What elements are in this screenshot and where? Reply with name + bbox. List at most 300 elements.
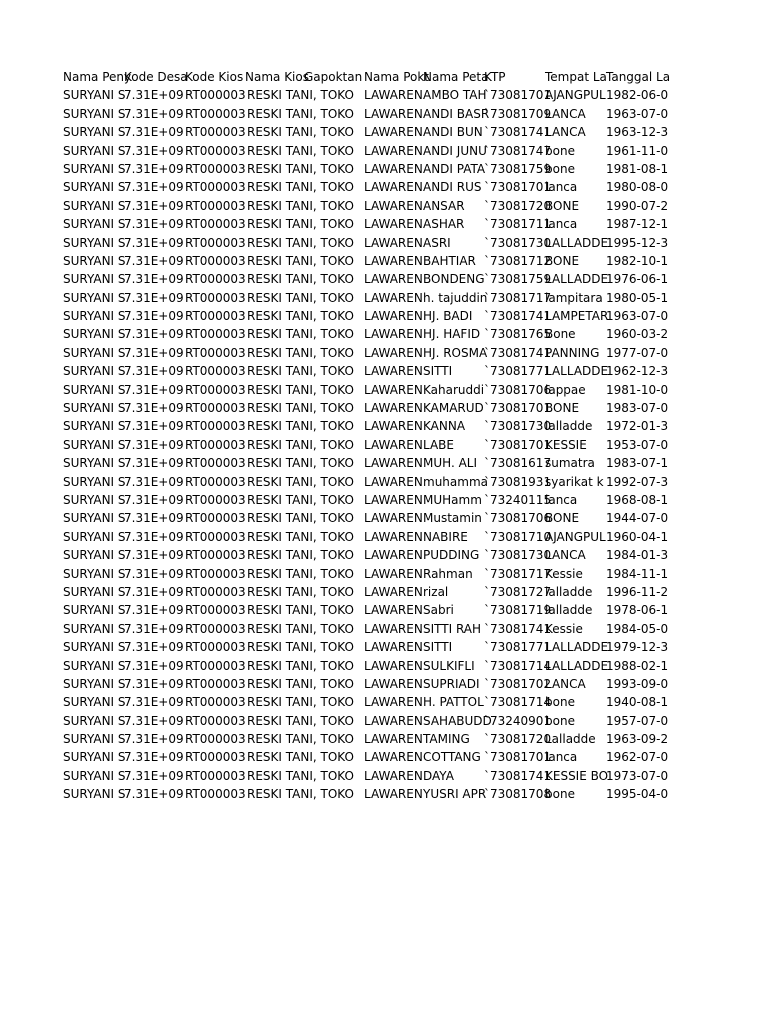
- table-cell[interactable]: 7.31E+09: [124, 750, 184, 765]
- header-cell[interactable]: Nama Peny: [63, 70, 132, 84]
- table-cell[interactable]: RESKI TANI, TOKO: [247, 364, 354, 379]
- table-cell[interactable]: RESKI TANI, TOKO: [247, 584, 354, 599]
- table-cell[interactable]: `73081720: [484, 198, 552, 213]
- table-cell[interactable]: 1981-10-0: [606, 382, 669, 397]
- table-cell[interactable]: `73081714: [484, 695, 552, 710]
- table-cell[interactable]: SURYANI S: [63, 768, 126, 783]
- table-cell[interactable]: `73081741: [484, 621, 552, 636]
- table-cell[interactable]: RESKI TANI, TOKO: [247, 272, 354, 287]
- table-cell[interactable]: 1984-05-0: [606, 621, 669, 636]
- table-cell[interactable]: RT000003: [185, 309, 246, 324]
- table-cell[interactable]: Kaharuddi: [423, 382, 485, 397]
- table-cell[interactable]: RESKI TANI, TOKO: [247, 309, 354, 324]
- table-cell[interactable]: LAWAREN: [364, 750, 423, 765]
- table-cell[interactable]: RESKI TANI, TOKO: [247, 106, 354, 121]
- table-cell[interactable]: RESKI TANI, TOKO: [247, 787, 354, 802]
- table-cell[interactable]: SURYANI S: [63, 290, 126, 305]
- table-cell[interactable]: lanca: [545, 217, 578, 232]
- table-cell[interactable]: KESSIE BO: [545, 768, 609, 783]
- table-cell[interactable]: 7.31E+09: [124, 382, 184, 397]
- table-cell[interactable]: TAMING: [423, 732, 470, 747]
- table-cell[interactable]: RT000003: [185, 345, 246, 360]
- table-cell[interactable]: 7.31E+09: [124, 401, 184, 416]
- table-cell[interactable]: SURYANI S: [63, 345, 126, 360]
- table-cell[interactable]: RESKI TANI, TOKO: [247, 548, 354, 563]
- table-cell[interactable]: lanca: [545, 180, 578, 195]
- table-cell[interactable]: RT000003: [185, 143, 246, 158]
- table-cell[interactable]: 1962-07-0: [606, 750, 669, 765]
- table-cell[interactable]: 1972-01-3: [606, 419, 669, 434]
- table-cell[interactable]: 1981-08-1: [606, 161, 669, 176]
- table-cell[interactable]: SURYANI S: [63, 437, 126, 452]
- table-cell[interactable]: DAYA: [423, 768, 454, 783]
- table-cell[interactable]: RT000003: [185, 658, 246, 673]
- table-cell[interactable]: `73081759: [484, 272, 552, 287]
- table-cell[interactable]: BONDENG: [423, 272, 485, 287]
- table-cell[interactable]: HJ. HAFID: [423, 327, 481, 342]
- table-cell[interactable]: `73081701: [484, 180, 552, 195]
- table-cell[interactable]: SURYANI S: [63, 125, 126, 140]
- table-cell[interactable]: `73081706: [484, 382, 552, 397]
- table-cell[interactable]: 1980-05-1: [606, 290, 669, 305]
- table-cell[interactable]: `73081759: [484, 161, 552, 176]
- table-cell[interactable]: RT000003: [185, 621, 246, 636]
- table-cell[interactable]: LAWAREN: [364, 640, 423, 655]
- table-cell[interactable]: RT000003: [185, 217, 246, 232]
- table-cell[interactable]: Kessie: [545, 566, 583, 581]
- table-cell[interactable]: RESKI TANI, TOKO: [247, 125, 354, 140]
- table-cell[interactable]: 7.31E+09: [124, 548, 184, 563]
- table-cell[interactable]: `73081741: [484, 125, 552, 140]
- table-cell[interactable]: 1963-12-3: [606, 125, 669, 140]
- table-cell[interactable]: LAWAREN: [364, 584, 423, 599]
- table-cell[interactable]: LAWAREN: [364, 511, 423, 526]
- table-cell[interactable]: RESKI TANI, TOKO: [247, 511, 354, 526]
- table-cell[interactable]: ANDI JUNU: [423, 143, 487, 158]
- table-cell[interactable]: RESKI TANI, TOKO: [247, 474, 354, 489]
- table-cell[interactable]: LAWAREN: [364, 364, 423, 379]
- table-cell[interactable]: MUHamm: [423, 492, 482, 507]
- table-cell[interactable]: KAMARUD: [423, 401, 484, 416]
- table-cell[interactable]: 7.31E+09: [124, 161, 184, 176]
- table-cell[interactable]: 1995-12-3: [606, 235, 669, 250]
- table-cell[interactable]: `73081709: [484, 106, 552, 121]
- table-cell[interactable]: RESKI TANI, TOKO: [247, 640, 354, 655]
- table-cell[interactable]: RT000003: [185, 713, 246, 728]
- table-cell[interactable]: `73081711: [484, 217, 552, 232]
- table-cell[interactable]: 1953-07-0: [606, 437, 669, 452]
- table-cell[interactable]: RESKI TANI, TOKO: [247, 345, 354, 360]
- table-cell[interactable]: RESKI TANI, TOKO: [247, 401, 354, 416]
- table-cell[interactable]: 1963-09-2: [606, 732, 669, 747]
- table-cell[interactable]: 7.31E+09: [124, 143, 184, 158]
- table-cell[interactable]: 7.31E+09: [124, 474, 184, 489]
- table-cell[interactable]: `73081727: [484, 584, 552, 599]
- table-cell[interactable]: SURYANI S: [63, 713, 126, 728]
- table-cell[interactable]: 1961-11-0: [606, 143, 669, 158]
- table-cell[interactable]: RESKI TANI, TOKO: [247, 437, 354, 452]
- table-cell[interactable]: LAWAREN: [364, 272, 423, 287]
- table-cell[interactable]: RT000003: [185, 474, 246, 489]
- table-cell[interactable]: SURYANI S: [63, 143, 126, 158]
- table-cell[interactable]: SITTI: [423, 640, 453, 655]
- table-cell[interactable]: 7.31E+09: [124, 419, 184, 434]
- table-cell[interactable]: RESKI TANI, TOKO: [247, 161, 354, 176]
- table-cell[interactable]: RESKI TANI, TOKO: [247, 180, 354, 195]
- table-cell[interactable]: LALLADDE: [545, 272, 609, 287]
- table-cell[interactable]: RESKI TANI, TOKO: [247, 198, 354, 213]
- table-cell[interactable]: `73081730: [484, 419, 552, 434]
- table-cell[interactable]: bone: [545, 143, 575, 158]
- table-cell[interactable]: BONE: [545, 198, 580, 213]
- table-cell[interactable]: LAWAREN: [364, 713, 423, 728]
- table-cell[interactable]: SURYANI S: [63, 492, 126, 507]
- table-cell[interactable]: `73081765: [484, 327, 552, 342]
- table-cell[interactable]: LAWAREN: [364, 217, 423, 232]
- table-cell[interactable]: RT000003: [185, 695, 246, 710]
- table-cell[interactable]: `73081701: [484, 88, 552, 103]
- table-cell[interactable]: RT000003: [185, 253, 246, 268]
- table-cell[interactable]: RT000003: [185, 732, 246, 747]
- table-cell[interactable]: RESKI TANI, TOKO: [247, 235, 354, 250]
- header-cell[interactable]: Nama Kios: [245, 70, 309, 84]
- table-cell[interactable]: 7.31E+09: [124, 345, 184, 360]
- table-cell[interactable]: SURYANI S: [63, 474, 126, 489]
- table-cell[interactable]: SURYANI S: [63, 640, 126, 655]
- table-cell[interactable]: SURYANI S: [63, 198, 126, 213]
- table-cell[interactable]: 7.31E+09: [124, 529, 184, 544]
- table-cell[interactable]: LANCA: [545, 106, 586, 121]
- table-cell[interactable]: LAWAREN: [364, 492, 423, 507]
- table-cell[interactable]: rizal: [423, 584, 449, 599]
- table-cell[interactable]: LAWAREN: [364, 603, 423, 618]
- table-cell[interactable]: 7.31E+09: [124, 235, 184, 250]
- table-cell[interactable]: syarikat k: [545, 474, 604, 489]
- table-cell[interactable]: 1993-09-0: [606, 676, 669, 691]
- table-cell[interactable]: 7.31E+09: [124, 695, 184, 710]
- table-cell[interactable]: ANDI BASR: [423, 106, 490, 121]
- table-cell[interactable]: 1940-08-1: [606, 695, 669, 710]
- table-cell[interactable]: LANCA: [545, 548, 586, 563]
- table-cell[interactable]: 1978-06-1: [606, 603, 669, 618]
- table-cell[interactable]: `73081771: [484, 640, 552, 655]
- table-cell[interactable]: RESKI TANI, TOKO: [247, 713, 354, 728]
- table-cell[interactable]: RESKI TANI, TOKO: [247, 676, 354, 691]
- table-cell[interactable]: LABE: [423, 437, 454, 452]
- table-cell[interactable]: `73081717: [484, 566, 552, 581]
- table-cell[interactable]: RT000003: [185, 768, 246, 783]
- table-cell[interactable]: SURYANI S: [63, 217, 126, 232]
- table-cell[interactable]: BONE: [545, 511, 580, 526]
- table-cell[interactable]: PUDDING: [423, 548, 480, 563]
- table-cell[interactable]: sumatra: [545, 456, 595, 471]
- table-cell[interactable]: LAWAREN: [364, 658, 423, 673]
- table-cell[interactable]: bone: [545, 161, 575, 176]
- table-cell[interactable]: 7.31E+09: [124, 658, 184, 673]
- table-cell[interactable]: LAWAREN: [364, 88, 423, 103]
- table-cell[interactable]: `73081730: [484, 235, 552, 250]
- table-cell[interactable]: 1983-07-0: [606, 401, 669, 416]
- table-cell[interactable]: KANNA: [423, 419, 466, 434]
- table-cell[interactable]: RT000003: [185, 511, 246, 526]
- table-cell[interactable]: RT000003: [185, 125, 246, 140]
- table-cell[interactable]: `73240901: [484, 713, 552, 728]
- table-cell[interactable]: LAWAREN: [364, 695, 423, 710]
- table-cell[interactable]: LAWAREN: [364, 474, 423, 489]
- table-cell[interactable]: 7.31E+09: [124, 272, 184, 287]
- table-cell[interactable]: SURYANI S: [63, 327, 126, 342]
- table-cell[interactable]: LAWAREN: [364, 345, 423, 360]
- table-cell[interactable]: ANDI PATA: [423, 161, 486, 176]
- table-cell[interactable]: ANSAR: [423, 198, 465, 213]
- table-cell[interactable]: lalladde: [545, 419, 593, 434]
- table-cell[interactable]: LAWAREN: [364, 419, 423, 434]
- table-cell[interactable]: 1968-08-1: [606, 492, 669, 507]
- table-cell[interactable]: 1990-07-2: [606, 198, 669, 213]
- table-cell[interactable]: 7.31E+09: [124, 584, 184, 599]
- table-cell[interactable]: LAWAREN: [364, 290, 423, 305]
- table-cell[interactable]: 7.31E+09: [124, 125, 184, 140]
- table-cell[interactable]: muhamma: [423, 474, 488, 489]
- table-cell[interactable]: `73081701: [484, 750, 552, 765]
- table-cell[interactable]: SURYANI S: [63, 419, 126, 434]
- table-cell[interactable]: 7.31E+09: [124, 621, 184, 636]
- table-cell[interactable]: SURYANI S: [63, 511, 126, 526]
- table-cell[interactable]: `73081741: [484, 309, 552, 324]
- table-cell[interactable]: bone: [545, 695, 575, 710]
- table-cell[interactable]: RT000003: [185, 88, 246, 103]
- table-cell[interactable]: lanca: [545, 492, 578, 507]
- table-cell[interactable]: 1973-07-0: [606, 768, 669, 783]
- table-cell[interactable]: RT000003: [185, 566, 246, 581]
- table-cell[interactable]: `73081617: [484, 456, 552, 471]
- table-cell[interactable]: RT000003: [185, 787, 246, 802]
- table-cell[interactable]: 7.31E+09: [124, 364, 184, 379]
- table-cell[interactable]: LAWAREN: [364, 437, 423, 452]
- table-cell[interactable]: SURYANI S: [63, 272, 126, 287]
- table-cell[interactable]: RT000003: [185, 584, 246, 599]
- table-cell[interactable]: 1963-07-0: [606, 309, 669, 324]
- table-cell[interactable]: RESKI TANI, TOKO: [247, 253, 354, 268]
- table-cell[interactable]: RT000003: [185, 364, 246, 379]
- table-cell[interactable]: 7.31E+09: [124, 511, 184, 526]
- table-cell[interactable]: RT000003: [185, 161, 246, 176]
- table-cell[interactable]: SURYANI S: [63, 584, 126, 599]
- table-cell[interactable]: RESKI TANI, TOKO: [247, 732, 354, 747]
- table-cell[interactable]: RESKI TANI, TOKO: [247, 603, 354, 618]
- table-cell[interactable]: SURYANI S: [63, 529, 126, 544]
- table-cell[interactable]: `73081712: [484, 253, 552, 268]
- table-cell[interactable]: 7.31E+09: [124, 603, 184, 618]
- table-cell[interactable]: 7.31E+09: [124, 492, 184, 507]
- table-cell[interactable]: SITTI RAH: [423, 621, 482, 636]
- table-cell[interactable]: 7.31E+09: [124, 713, 184, 728]
- table-cell[interactable]: SURYANI S: [63, 676, 126, 691]
- table-cell[interactable]: MUH. ALI: [423, 456, 478, 471]
- table-cell[interactable]: LAWAREN: [364, 327, 423, 342]
- table-cell[interactable]: SURYANI S: [63, 750, 126, 765]
- table-cell[interactable]: 1983-07-1: [606, 456, 669, 471]
- table-cell[interactable]: RT000003: [185, 272, 246, 287]
- table-cell[interactable]: 1984-01-3: [606, 548, 669, 563]
- table-cell[interactable]: HJ. BADI: [423, 309, 473, 324]
- table-cell[interactable]: AJANGPUL: [545, 529, 606, 544]
- table-cell[interactable]: SURYANI S: [63, 382, 126, 397]
- table-cell[interactable]: SURYANI S: [63, 88, 126, 103]
- table-cell[interactable]: LAWAREN: [364, 401, 423, 416]
- table-cell[interactable]: HJ. ROSMA: [423, 345, 488, 360]
- table-cell[interactable]: lanca: [545, 750, 578, 765]
- table-cell[interactable]: SURYANI S: [63, 456, 126, 471]
- table-cell[interactable]: `73081741: [484, 345, 552, 360]
- table-cell[interactable]: RESKI TANI, TOKO: [247, 529, 354, 544]
- table-cell[interactable]: RT000003: [185, 456, 246, 471]
- table-cell[interactable]: Rahman: [423, 566, 473, 581]
- table-cell[interactable]: SURYANI S: [63, 235, 126, 250]
- table-cell[interactable]: RESKI TANI, TOKO: [247, 88, 354, 103]
- table-cell[interactable]: SURYANI S: [63, 309, 126, 324]
- header-cell[interactable]: KTP: [484, 70, 506, 84]
- table-cell[interactable]: RESKI TANI, TOKO: [247, 621, 354, 636]
- table-cell[interactable]: LAWAREN: [364, 143, 423, 158]
- table-cell[interactable]: 7.31E+09: [124, 676, 184, 691]
- table-cell[interactable]: PANNING: [545, 345, 600, 360]
- table-cell[interactable]: RESKI TANI, TOKO: [247, 327, 354, 342]
- table-cell[interactable]: RT000003: [185, 327, 246, 342]
- table-cell[interactable]: `73081720: [484, 732, 552, 747]
- table-cell[interactable]: RT000003: [185, 492, 246, 507]
- table-cell[interactable]: SULKIFLI: [423, 658, 475, 673]
- header-cell[interactable]: Tanggal La: [606, 70, 671, 84]
- table-cell[interactable]: RT000003: [185, 382, 246, 397]
- table-cell[interactable]: KESSIE: [545, 437, 587, 452]
- table-cell[interactable]: LAWAREN: [364, 161, 423, 176]
- table-cell[interactable]: 7.31E+09: [124, 88, 184, 103]
- table-cell[interactable]: SURYANI S: [63, 787, 126, 802]
- table-cell[interactable]: SURYANI S: [63, 161, 126, 176]
- table-cell[interactable]: RESKI TANI, TOKO: [247, 217, 354, 232]
- table-cell[interactable]: SURYANI S: [63, 548, 126, 563]
- table-cell[interactable]: LAWAREN: [364, 566, 423, 581]
- table-cell[interactable]: RT000003: [185, 419, 246, 434]
- table-cell[interactable]: `73081708: [484, 787, 552, 802]
- table-cell[interactable]: `73240115: [484, 492, 552, 507]
- table-cell[interactable]: 1980-08-0: [606, 180, 669, 195]
- table-cell[interactable]: lalladde: [545, 603, 593, 618]
- table-cell[interactable]: 7.31E+09: [124, 437, 184, 452]
- table-cell[interactable]: LALLADDE: [545, 235, 609, 250]
- table-cell[interactable]: LANCA: [545, 125, 586, 140]
- table-cell[interactable]: RESKI TANI, TOKO: [247, 658, 354, 673]
- table-cell[interactable]: 1982-10-1: [606, 253, 669, 268]
- table-cell[interactable]: ASHAR: [423, 217, 465, 232]
- table-cell[interactable]: RT000003: [185, 290, 246, 305]
- table-cell[interactable]: 1996-11-2: [606, 584, 669, 599]
- table-cell[interactable]: YUSRI APR: [423, 787, 487, 802]
- header-cell[interactable]: Tempat La: [545, 70, 607, 84]
- table-cell[interactable]: RESKI TANI, TOKO: [247, 492, 354, 507]
- table-cell[interactable]: 7.31E+09: [124, 253, 184, 268]
- table-cell[interactable]: SURYANI S: [63, 695, 126, 710]
- table-cell[interactable]: AMBO TAH: [423, 88, 487, 103]
- table-cell[interactable]: RT000003: [185, 401, 246, 416]
- table-cell[interactable]: AJANGPUL: [545, 88, 606, 103]
- table-cell[interactable]: RT000003: [185, 676, 246, 691]
- table-cell[interactable]: 1984-11-1: [606, 566, 669, 581]
- table-cell[interactable]: LALLADDE: [545, 364, 609, 379]
- table-cell[interactable]: SITTI: [423, 364, 453, 379]
- table-cell[interactable]: SAHABUDD: [423, 713, 492, 728]
- table-cell[interactable]: 7.31E+09: [124, 768, 184, 783]
- table-cell[interactable]: COTTANG: [423, 750, 481, 765]
- table-cell[interactable]: RT000003: [185, 529, 246, 544]
- header-cell[interactable]: Nama Pokt: [364, 70, 429, 84]
- table-cell[interactable]: 1977-07-0: [606, 345, 669, 360]
- header-cell[interactable]: Kode Kios: [185, 70, 244, 84]
- table-cell[interactable]: LALLADDE: [545, 640, 609, 655]
- table-cell[interactable]: LAWAREN: [364, 106, 423, 121]
- table-cell[interactable]: `73081747: [484, 143, 552, 158]
- table-cell[interactable]: 7.31E+09: [124, 290, 184, 305]
- table-cell[interactable]: LAWAREN: [364, 125, 423, 140]
- table-cell[interactable]: RESKI TANI, TOKO: [247, 143, 354, 158]
- table-cell[interactable]: 7.31E+09: [124, 217, 184, 232]
- table-cell[interactable]: LAWAREN: [364, 768, 423, 783]
- table-cell[interactable]: RESKI TANI, TOKO: [247, 768, 354, 783]
- table-cell[interactable]: 1962-12-3: [606, 364, 669, 379]
- table-cell[interactable]: NABIRE: [423, 529, 468, 544]
- table-cell[interactable]: bone: [545, 713, 575, 728]
- table-cell[interactable]: SURYANI S: [63, 603, 126, 618]
- table-cell[interactable]: LAWAREN: [364, 621, 423, 636]
- table-cell[interactable]: ASRI: [423, 235, 451, 250]
- table-cell[interactable]: LAWAREN: [364, 787, 423, 802]
- table-cell[interactable]: 7.31E+09: [124, 456, 184, 471]
- table-cell[interactable]: 1995-04-0: [606, 787, 669, 802]
- table-cell[interactable]: SURYANI S: [63, 401, 126, 416]
- table-cell[interactable]: 7.31E+09: [124, 309, 184, 324]
- table-cell[interactable]: 1944-07-0: [606, 511, 669, 526]
- table-cell[interactable]: SURYANI S: [63, 253, 126, 268]
- table-cell[interactable]: 1957-07-0: [606, 713, 669, 728]
- table-cell[interactable]: 7.31E+09: [124, 106, 184, 121]
- table-cell[interactable]: 7.31E+09: [124, 640, 184, 655]
- table-cell[interactable]: RESKI TANI, TOKO: [247, 290, 354, 305]
- header-cell[interactable]: Nama Peta: [423, 70, 489, 84]
- table-cell[interactable]: RESKI TANI, TOKO: [247, 695, 354, 710]
- table-cell[interactable]: RESKI TANI, TOKO: [247, 750, 354, 765]
- table-cell[interactable]: LAWAREN: [364, 676, 423, 691]
- table-cell[interactable]: ANDI BUN: [423, 125, 483, 140]
- table-cell[interactable]: LAWAREN: [364, 732, 423, 747]
- table-cell[interactable]: `73081710: [484, 529, 552, 544]
- table-cell[interactable]: lalladde: [545, 584, 593, 599]
- table-cell[interactable]: 1988-02-1: [606, 658, 669, 673]
- table-cell[interactable]: LANCA: [545, 676, 586, 691]
- table-cell[interactable]: RT000003: [185, 603, 246, 618]
- table-cell[interactable]: SURYANI S: [63, 180, 126, 195]
- table-cell[interactable]: 1963-07-0: [606, 106, 669, 121]
- table-cell[interactable]: 7.31E+09: [124, 327, 184, 342]
- table-cell[interactable]: 1960-04-1: [606, 529, 669, 544]
- table-cell[interactable]: RESKI TANI, TOKO: [247, 419, 354, 434]
- table-cell[interactable]: RT000003: [185, 180, 246, 195]
- table-cell[interactable]: SURYANI S: [63, 566, 126, 581]
- header-cell[interactable]: Kode Desa: [124, 70, 188, 84]
- table-cell[interactable]: 7.31E+09: [124, 787, 184, 802]
- table-cell[interactable]: 7.31E+09: [124, 180, 184, 195]
- table-cell[interactable]: LAWAREN: [364, 253, 423, 268]
